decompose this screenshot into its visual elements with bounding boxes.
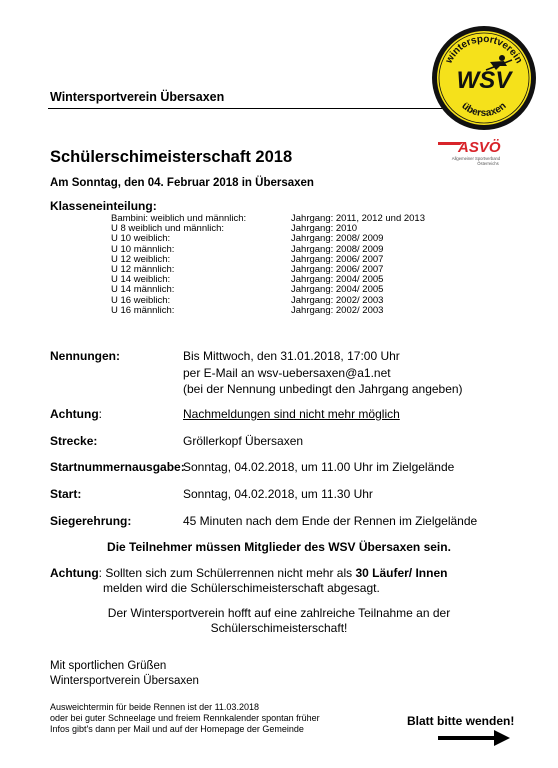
footnote-line2: oder bei guter Schneelage und freiem Rennkalender spontan früher bbox=[50, 713, 320, 723]
class-year: Jahrgang: 2004/ 2005 bbox=[291, 274, 384, 286]
asvo-logo bbox=[436, 136, 512, 170]
closing-signature: Wintersportverein Übersaxen bbox=[50, 675, 199, 687]
hope-line1: Der Wintersportverein hofft auf eine zahlreiche Teilnahme an der bbox=[107, 606, 451, 620]
footnote-line3: Infos gibt's dann per Mail und auf der Homepage der Gemeinde bbox=[50, 724, 304, 734]
startnummer-text: Sonntag, 04.02.2018, um 11.00 Uhr im Zielgelände bbox=[183, 460, 455, 474]
logo-center-text: WSV bbox=[456, 67, 512, 94]
class-year: Jahrgang: 2004/ 2005 bbox=[291, 284, 384, 296]
class-year: Jahrgang: 2008/ 2009 bbox=[291, 233, 384, 245]
nennungen-line3: (bei der Nennung unbedingt den Jahrgang angeben) bbox=[183, 382, 463, 396]
classes-heading: Klasseneinteilung: bbox=[50, 199, 157, 213]
achtung-cancel-note: Achtung: Sollten sich zum Schülerrennen nicht mehr als 30 Läufer/ Innen bbox=[50, 566, 448, 580]
startnummer-label: Startnummernausgabe: bbox=[50, 460, 185, 474]
class-name: U 12 männlich: bbox=[111, 264, 175, 275]
nennungen-line2: per E-Mail an wsv-uebersaxen@a1.net bbox=[183, 366, 391, 380]
arrow-right-icon bbox=[438, 730, 510, 746]
footnote-line1: Ausweichtermin für beide Rennen ist der 11.03.2018 bbox=[50, 702, 259, 712]
class-name: U 8 weiblich und männlich: bbox=[111, 223, 225, 235]
strecke-label: Strecke: bbox=[50, 434, 98, 448]
closing-greeting: Mit sportlichen Grüßen bbox=[50, 660, 167, 672]
class-name: U 16 männlich: bbox=[111, 304, 175, 316]
date-line: Am Sonntag, den 04. Februar 2018 in Übersaxen bbox=[50, 177, 314, 189]
class-name: U 16 weiblich: bbox=[111, 294, 171, 306]
asvo-name: ASVÖ bbox=[458, 139, 501, 156]
asvo-subtitle-1: Allgemeiner Sportverband bbox=[451, 156, 501, 161]
page-title: Schülerschimeisterschaft 2018 bbox=[50, 148, 293, 166]
achtung-label: Achtung: bbox=[50, 407, 102, 421]
class-name: U 12 weiblich: bbox=[111, 253, 171, 265]
start-label: Start: bbox=[50, 487, 82, 501]
class-year: Jahrgang: 2008/ 2009 bbox=[291, 243, 384, 255]
siegerehrung-text: 45 Minuten nach dem Ende der Rennen im Zielgelände bbox=[183, 514, 478, 528]
class-name: U 10 männlich: bbox=[111, 243, 175, 255]
logo-top-text: wintersportverein bbox=[443, 33, 525, 66]
strecke-text: Gröllerkopf Übersaxen bbox=[183, 434, 304, 448]
siegerehrung-label: Siegerehrung: bbox=[50, 514, 132, 528]
class-name: U 10 weiblich: bbox=[111, 233, 171, 245]
asvo-subtitle-2: Österreichs bbox=[477, 161, 499, 166]
class-year: Jahrgang: 2002/ 2003 bbox=[291, 294, 384, 306]
logo-bottom-text: übersaxen bbox=[459, 100, 509, 120]
class-year: Jahrgang: 2011, 2012 und 2013 bbox=[291, 213, 425, 224]
class-year: Jahrgang: 2002/ 2003 bbox=[291, 304, 384, 316]
class-name: Bambini: weiblich und männlich: bbox=[111, 213, 247, 224]
hope-line2: Schülerschimeisterschaft! bbox=[210, 621, 348, 635]
club-name-header: Wintersportverein Übersaxen bbox=[50, 90, 225, 104]
class-year: Jahrgang: 2006/ 2007 bbox=[291, 253, 384, 265]
achtung-text: Nachmeldungen sind nicht mehr möglich bbox=[183, 407, 400, 421]
class-name: U 14 männlich: bbox=[111, 284, 175, 296]
wsv-logo bbox=[430, 24, 538, 132]
class-year: Jahrgang: 2010 bbox=[291, 223, 358, 235]
members-note: Die Teilnehmer müssen Mitglieder des WSV Übersaxen sein. bbox=[107, 540, 451, 554]
header-divider bbox=[48, 108, 448, 109]
achtung-cancel-line2: melden wird die Schülerschimeisterschaft abgesagt. bbox=[103, 581, 380, 595]
start-text: Sonntag, 04.02.2018, um 11.30 Uhr bbox=[183, 487, 373, 501]
turn-page-note: Blatt bitte wenden! bbox=[407, 714, 515, 728]
class-name: U 14 weiblich: bbox=[111, 274, 171, 286]
nennungen-line1: Bis Mittwoch, den 31.01.2018, 17:00 Uhr bbox=[183, 349, 400, 363]
nennungen-label: Nennungen: bbox=[50, 349, 120, 363]
class-year: Jahrgang: 2006/ 2007 bbox=[291, 264, 384, 275]
